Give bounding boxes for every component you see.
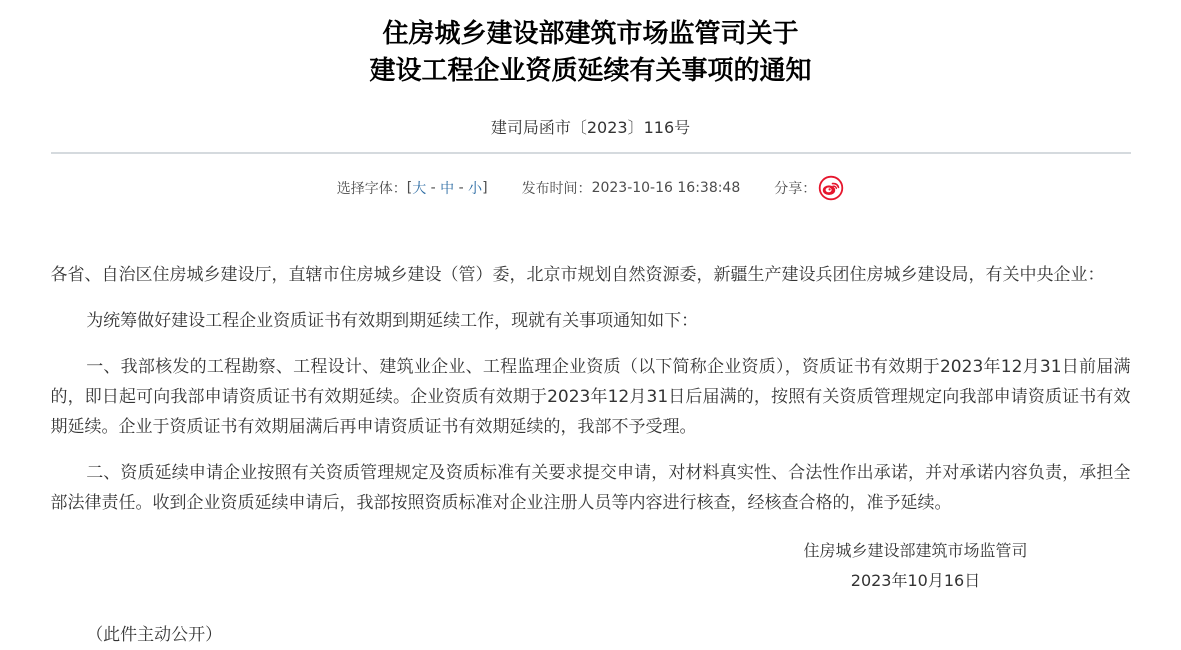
doc-number: 建司局函市〔2023〕116号: [490, 118, 691, 137]
share-group: [774, 175, 844, 201]
font-separator: -: [454, 180, 469, 196]
toolbar: [51, 174, 1131, 202]
signature-block: [803, 536, 1027, 596]
font-small-link[interactable]: 小: [468, 181, 483, 197]
weibo-share-button[interactable]: [818, 175, 844, 201]
font-medium-link[interactable]: 中: [440, 181, 455, 197]
publish-time-group: [522, 178, 741, 198]
header-divider: [51, 152, 1131, 154]
signature-org: 住房城乡建设部建筑市场监管司: [803, 541, 1028, 560]
font-select-label: 选择字体：: [336, 181, 407, 197]
page-title: [51, 16, 1131, 90]
footer-note: （此件主动公开）: [86, 625, 223, 645]
paragraph-item-1: 一、我部核发的工程勘察、工程设计、建筑业企业、工程监理企业资质（以下简称企业资质），资质证书有效期于2023年12月31日前届满的，即日起可向我部申请资质证书有效期延续。企业资质有效期于2023年12月31日后届满的，按照有关资质管理规定向我部申请资质证书有效期延续。企业于资质证书有效期届满后再申请资质证书有效期延续的，我部不予受理。: [50, 357, 1131, 437]
publish-time-label: 发布时间：: [521, 181, 592, 197]
font-separator: -: [426, 180, 441, 196]
weibo-icon: [818, 175, 844, 201]
bracket-open: [: [406, 180, 413, 196]
document-body: [51, 260, 1131, 518]
page-title-line1: 住房城乡建设部建筑市场监管司关于: [382, 19, 799, 49]
notice-page: [0, 16, 1181, 649]
bracket-close: ]: [482, 180, 488, 196]
signature-date: 2023年10月16日: [850, 571, 981, 590]
paragraph-intro: 为统筹做好建设工程企业资质证书有效期到期延续工作，现就有关事项通知如下：: [86, 311, 699, 331]
share-label: 分享：: [774, 181, 817, 197]
page-title-line2: 建设工程企业资质延续有关事项的通知: [369, 56, 812, 86]
font-size-selector: [337, 178, 488, 198]
publish-time-value: 2023-10-16 16:38:48: [591, 180, 741, 196]
font-large-link[interactable]: 大: [412, 181, 427, 197]
paragraph-item-2: 二、资质延续申请企业按照有关资质管理规定及资质标准有关要求提交申请，对材料真实性、合法性作出承诺，并对承诺内容负责，承担全部法律责任。收到企业资质延续申请后，我部按照资质标准对企业注册人员等内容进行核查，经核查合格的，准予延续。: [50, 463, 1131, 513]
paragraph-salutation: 各省、自治区住房城乡建设厅，直辖市住房城乡建设（管）委，北京市规划自然资源委，新疆生产建设兵团住房城乡建设局，有关中央企业：: [50, 265, 1105, 285]
